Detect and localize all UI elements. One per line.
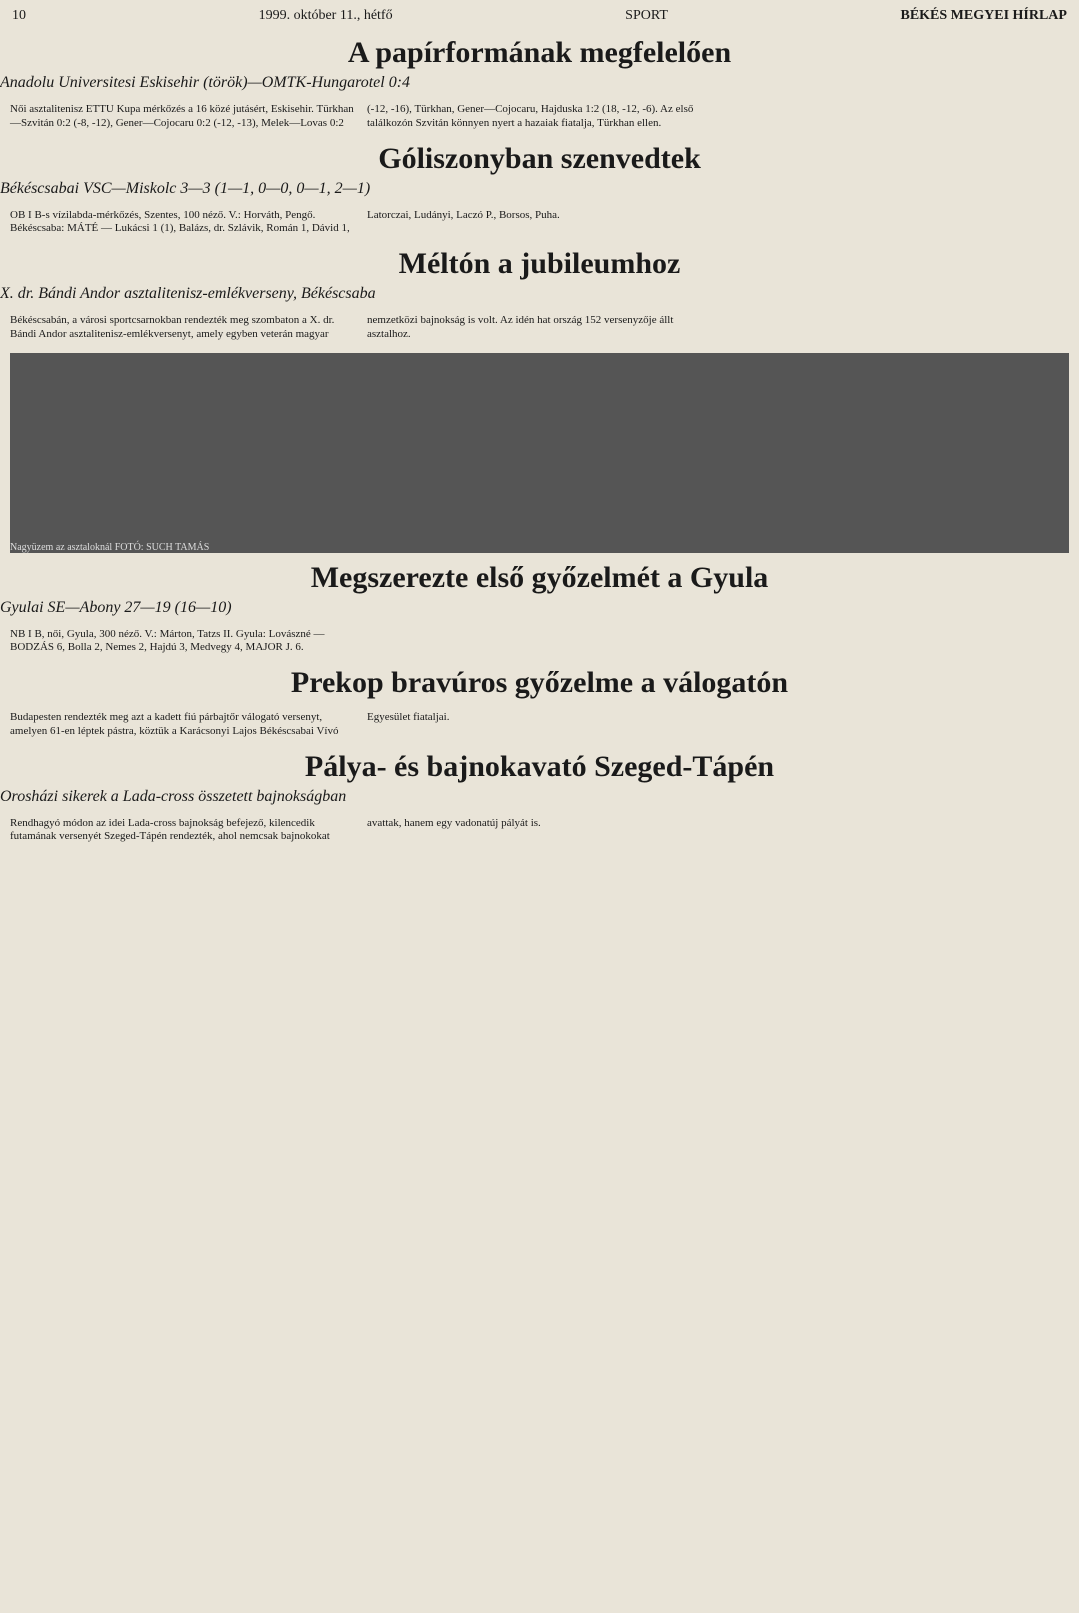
headline: Góliszonyban szenvedtek — [378, 141, 701, 175]
body: OB I B-s vízilabda-mérkőzés, Szentes, 100 néző. V.: Horváth, Pengő. Békéscsaba: MÁTÉ — Lukácsi 1 (1), Balázs, dr. Szlávik, Román 1, Dávid 1, Latorczai, Ludányi, Laczó P., Borsos, Puha. — [10, 208, 560, 235]
headline: A papírformának megfelelően — [347, 36, 732, 69]
headline: Méltón a jubileumhoz — [398, 247, 681, 280]
subhead: Anadolu Universitesi Eskisehir (török)—OMTK-Hungarotel 0:4 — [0, 74, 411, 91]
subhead: Békéscsabai VSC—Miskolc 3—3 (1—1, 0—0, 0—1, 2—1) — [0, 179, 371, 197]
body: Rendhagyó módon az idei Lada-cross bajnokság befejező, kilencedik futamának versenyét Szeged-Tápén rendezték, ahol nemcsak bajnokokat avattak, hanem egy vadonatúj pályát is. — [10, 816, 541, 843]
body: NB I B, női, Gyula, 300 néző. V.: Márton, Tatzs II. Gyula: Lovászné — BODZÁS 6, Bolla 2, Nemes 2, Hajdú 3, Medvegy 4, MAJOR J. 6. — [10, 627, 325, 654]
masthead: BÉKÉS MEGYEI HÍRLAP — [900, 8, 1067, 23]
body: Békéscsabán, a városi sportcsarnokban rendezték meg szombaton a X. dr. Bándi Andor asztalitenisz-emlékversenyt, amely egyben veterán magyar nemzetközi bajnokság is volt. Az idén hat ország 152 versenyzője állt asztalhoz. — [10, 314, 674, 340]
article-0 — [0, 36, 1079, 131]
page-number: 10 — [12, 8, 26, 23]
body: Budapesten rendezték meg azt a kadett fiú párbajtőr válogató versenyt, amelyen 61-en léptek pástra, köztük a Karácsonyi Lajos Békéscsabai Vívó Egyesület fiataljai. — [10, 711, 450, 737]
headline: Prekop bravúros győzelme a válogatón — [290, 666, 789, 699]
page-header — [0, 0, 1079, 32]
subhead: X. dr. Bándi Andor asztalitenisz-emlékverseny, Békéscsaba — [0, 285, 376, 302]
date: 1999. október 11., hétfő — [258, 8, 393, 23]
photo — [10, 353, 1069, 553]
headline: Megszerezte első győzelmét a Gyula — [310, 560, 769, 594]
photo-credit: FOTÓ: SUCH TAMÁS — [114, 541, 210, 553]
body: Női asztalitenisz ETTU Kupa mérkőzés a 16 közé jutásért, Eskisehir. Türkhan—Szvitán 0:2 (-8, -12), Gener—Cojocaru 0:2 (-12, -13), Melek—Lovas 0:2 (-12, -16), Türkhan, Gener—Cojocaru, Hajduska 1:2 (18, -12, -6). Az első találkozón Szvitán könnyen nyert a hazaiak fiatalja, Türkhan ellen. — [10, 103, 694, 129]
article-4 — [0, 666, 1079, 739]
article-3 — [0, 561, 1079, 656]
photo-caption: Nagyüzem az asztaloknál — [10, 541, 113, 553]
section-label: SPORT — [625, 8, 668, 23]
subhead: Orosházi sikerek a Lada-cross összetett bajnokságban — [0, 787, 347, 805]
article-2 — [0, 247, 1079, 342]
article-1 — [0, 142, 1079, 237]
article-5 — [0, 750, 1079, 845]
headline: Pálya- és bajnokavató Szeged-Tápén — [304, 749, 775, 783]
subhead: Gyulai SE—Abony 27—19 (16—10) — [0, 598, 232, 616]
